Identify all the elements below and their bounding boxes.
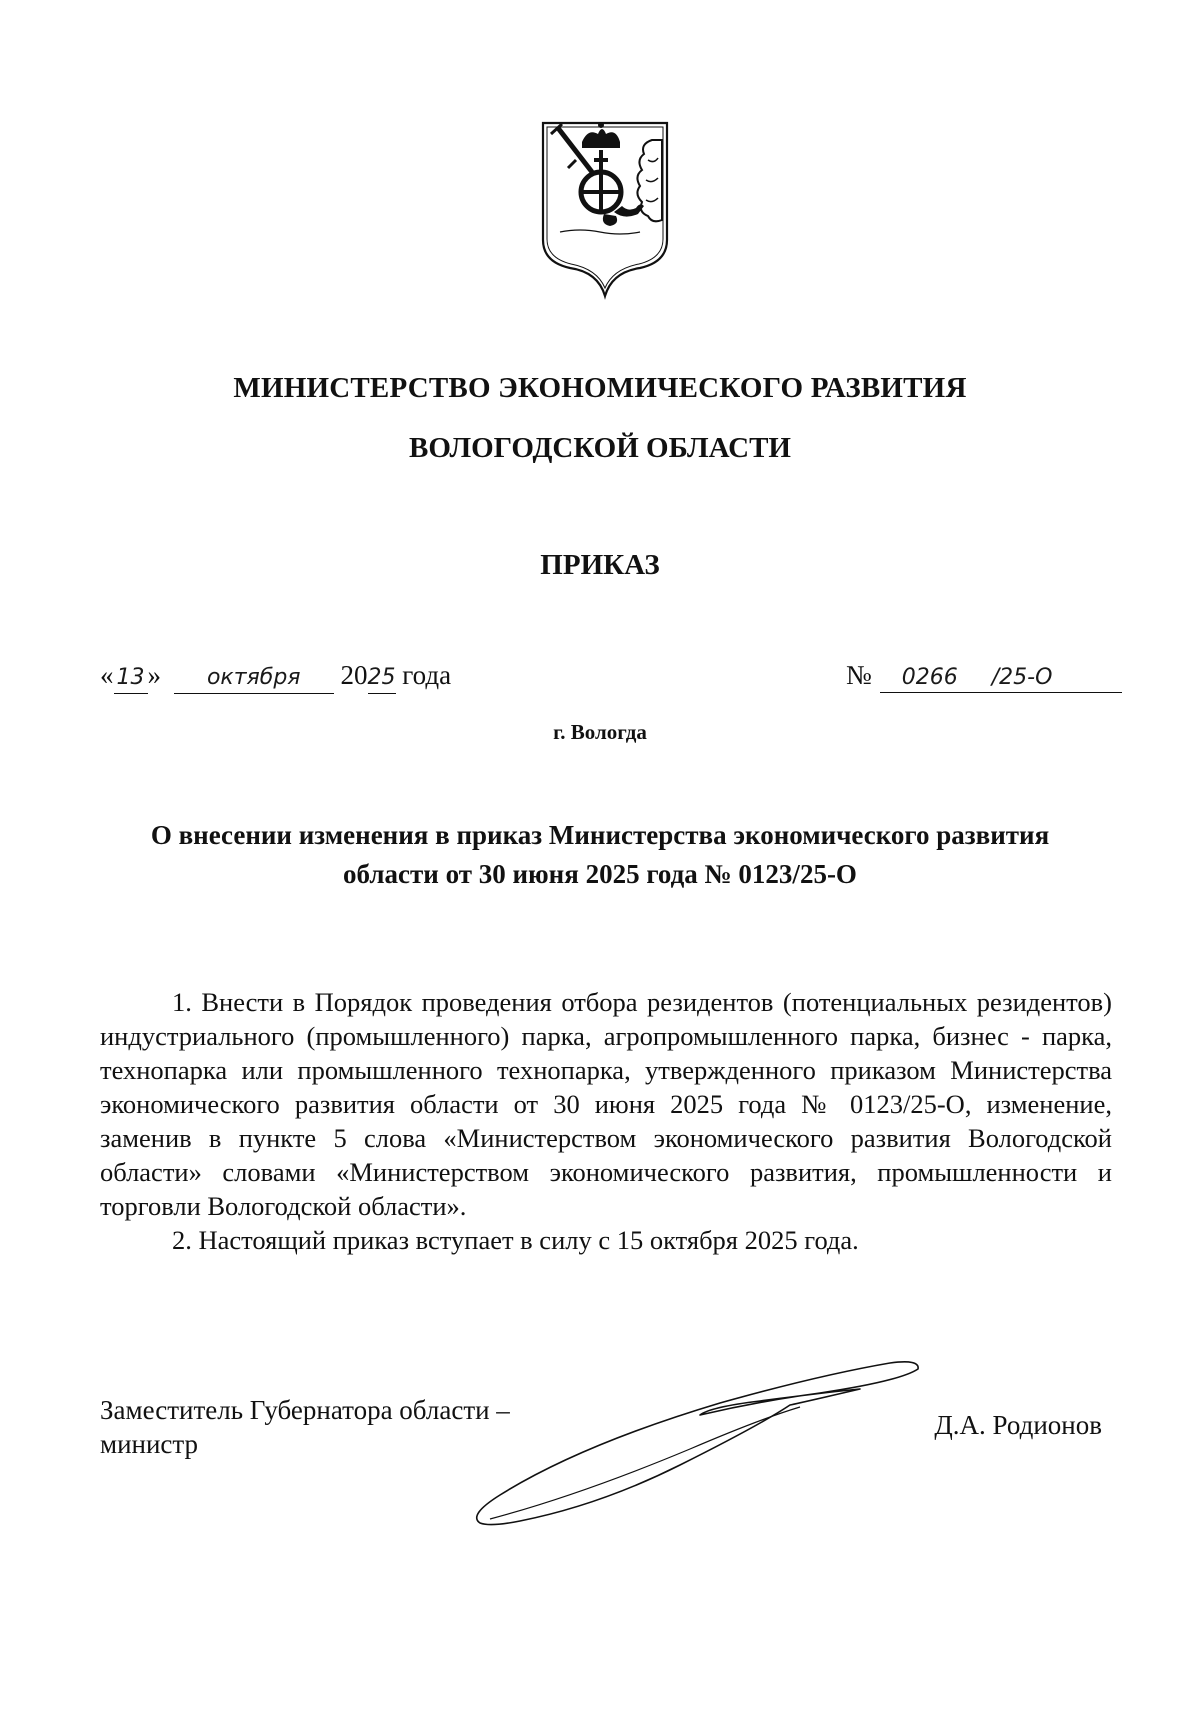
document-date xyxy=(100,660,451,694)
document-subject-line1: О внесении изменения в приказ Министерства экономического развития xyxy=(150,820,1050,850)
date-year-word: года xyxy=(402,660,452,690)
signer-position xyxy=(100,1393,510,1461)
date-year-field: 25 xyxy=(368,665,396,694)
date-month-field: октября xyxy=(174,665,334,694)
signer-position-line2: министр xyxy=(100,1429,199,1459)
document-subject-line2: области от 30 июня 2025 года № 0123/25-О xyxy=(343,859,857,889)
date-open-quote: « xyxy=(100,660,114,690)
date-year-prefix: 20 xyxy=(340,660,368,690)
document-city: г. Вологда xyxy=(553,720,647,744)
date-close-quote: » xyxy=(147,660,161,690)
handwritten-signature-icon xyxy=(460,1345,970,1545)
document-number xyxy=(846,660,1122,693)
number-value-field xyxy=(880,665,1122,693)
coat-of-arms-icon xyxy=(540,120,670,300)
signer-name: Д.А. Родионов xyxy=(934,1410,1102,1440)
body-item-2: 2. Настоящий приказ вступает в силу с 15 октября 2025 года. xyxy=(172,1225,859,1255)
body-item-1: 1. Внести в Порядок проведения отбора резидентов (потенциальных резидентов) индустриального (промышленного) парка, агропромышленного парка, бизнес - парка, технопарка или промышленного технопарка, утвержденного приказом Министерства экономического развития области от 30 июня 2025 года № 0123/25-О, изменение, заменив в пункте 5 слова «Министерством экономического развития Вологодской области» словами «Министерством экономического развития, промышленности и торговли Вологодской области». xyxy=(100,987,1112,1221)
date-day-field: 13 xyxy=(114,665,148,694)
document-type-title: ПРИКАЗ xyxy=(540,549,660,581)
number-value-part2: /25-О xyxy=(991,665,1053,690)
ministry-name-line1: МИНИСТЕРСТВО ЭКОНОМИЧЕСКОГО РАЗВИТИЯ xyxy=(233,372,967,404)
signer-position-line1: Заместитель Губернатора области – xyxy=(100,1395,510,1425)
number-sign: № xyxy=(846,660,872,690)
ministry-name-line2: ВОЛОГОДСКОЙ ОБЛАСТИ xyxy=(409,432,791,464)
number-value-part1: 0266 xyxy=(901,665,958,690)
document-body xyxy=(100,985,1112,1257)
